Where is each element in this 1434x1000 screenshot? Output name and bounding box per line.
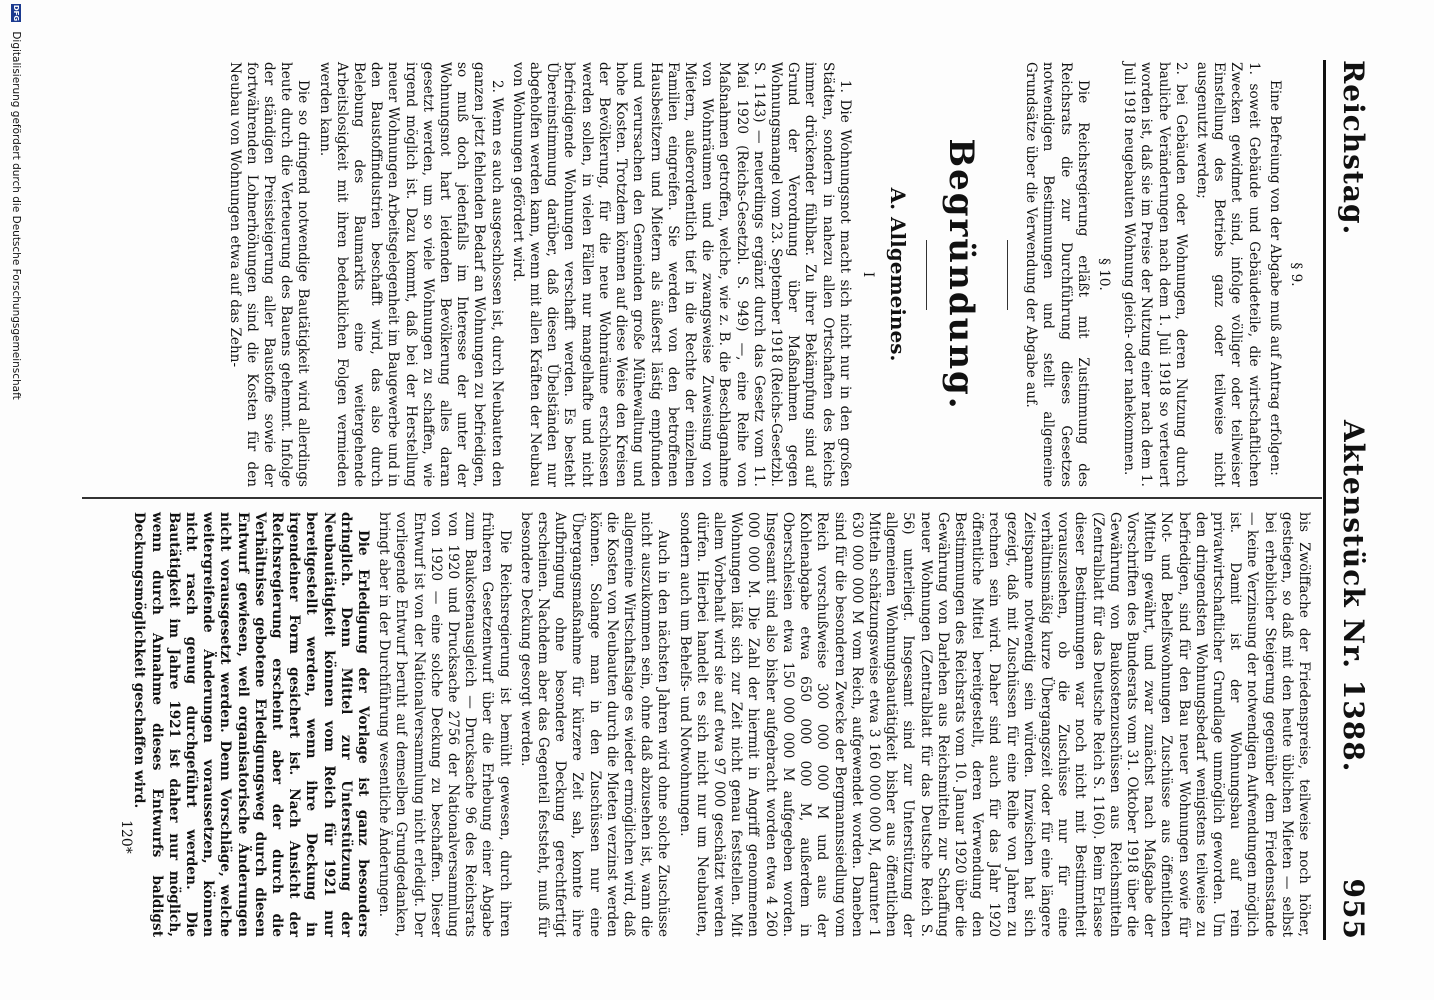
footer-text: Digitalisierung gefördert durch die Deutsche Forschungsgemeinschaft [10,31,22,400]
header-rule [1323,60,1326,940]
header-center: Aktenstück Nr. 1388. [1337,420,1370,773]
header-left: Reichstag. [1337,60,1370,236]
section-heading-par10: § 10. [1095,258,1112,291]
digitization-footer [6,0,26,1000]
par10-text: Die Reichsregierung erläßt mit Zustimmung des Reichsrats die zur Durchführung dieses Gesetzes notwendigen Bestimmungen und stellt allgemeine Grundsätze über die Verwendung der Abgabe auf. [1023,62,1091,487]
par9-item-2: 2. bei Gebäuden oder Wohnungen, deren Nutzung durch bauliche Veränderungen nach dem 1. Juli 1918 so verteuert worden ist, daß sie im Preise der Nutzung einer nach dem 1. Juli 1918 neugebauten Wohnung gleich- oder nahekommen. [1121,62,1189,487]
section-heading-par9: § 9. [1288,262,1304,287]
paragraph-dringlichkeit: Die Erledigung der Vorlage ist ganz besonders dringlich. Denn Mittel zur Unterstützung der Neubautätigkeit können vom Reich für 1921 nur bereitgestellt werden, wenn ihre Deckung in irgendeiner Form gesichert ist. Nach Ansicht der Reichsregierung erscheint aber der durch die Verhältnisse gebotene Erledigungsweg durch diesen Entwurf gewiesen, weil organisatorische Änderungen nicht vorausgesetzt werden. Denn Vorschläge, welche weitergreifende Änderungen voraussetzen, können nicht rasch genug durchgeführt werden. Die Bautätigkeit im Jahre 1921 ist daher nur möglich, wenn durch Annahme dieses Entwurfs baldigst Deckungsmöglichkeit geschaffen wird. [131,512,372,937]
paragraph-3: Die so dringend notwendige Bautätigkeit wird allerdings heute durch die Verteuerung des Bauens gehemmt. Infolge der ständigen Preissteigerung aller Baustoffe sowie der fortwährenden Lohnerhöhungen sind die Kosten für den Neubau von Wohnungen etwa auf das Zehn- [226,62,312,487]
section-a-title: A. Allgemeines. [885,187,910,362]
header-page-number: 955 [1337,878,1370,940]
paragraph-continued: bis Zwölffache der Friedenspreise, teilweise noch höher, gestiegen, so daß mit den heute üblichen Mieten — selbst bei erheblicher Steigerung gegenüber dem Friedensstande — keine Verzinsung der notwendigen Aufwendungen möglich ist. Damit ist der Wohnungsbau auf rein privatwirtschaftlicher Grundlage unmöglich geworden. Um den dringendsten Wohnungsbedarf wenigstens teilweise zu befriedigen, sind für den Bau neuer Wohnungen sowie für Not- und Behelfswohnungen Zuschüsse aus öffentlichen Mitteln gewährt, und zwar zunächst nach Maßgabe der Vorschriften des Bundesrats vom 31. Oktober 1918 über die Gewährung von Baukostenzuschüssen aus Reichsmitteln (Zentralblatt für das Deutsche Reich S. 1160). Beim Erlasse dieser Bestimmungen war noch nicht mit Bestimmtheit vorauszusehen, ob die Zuschüsse nur für eine verhältnismäßig kurze Übergangszeit oder für eine längere Zeitspanne notwendig sein würden. Inzwischen hat sich gezeigt, daß mit Zuschüssen für eine Reihe von Jahren zu rechnen sein wird. Daher sind auch für das Jahr 1920 öffentliche Mittel bereitgestellt, deren Verwendung den Bestimmungen des Reichsrats vom 10. Januar 1920 über die Gewährung von Darlehen aus Reichsmitteln zur Schaffung neuer Wohnungen (Zentralblatt für das Deutsche Reich S. 56) unterliegt. Insgesamt sind zur Unterstützung der allgemeinen Wohnungsbautätigkeit bisher aus öffentlichen Mitteln schätzungsweise etwa 3 160 000 000 M, darunter 1 630 000 000 M vom Reich, aufgewendet worden. Daneben sind für die besonderen Zwecke der Bergmannssiedlung vom Reich vorschußweise 300 000 000 M und aus der Kohlenabgabe etwa 650 000 000 M, außerdem in Oberschlesien etwa 150 000 000 M aufgegeben worden. Insgesamt sind also bisher aufgebracht worden etwa 4 260 000 000 M. Die Zahl der hiermit in Angriff genommenen Wohnungen läßt sich zur Zeit nicht genau feststellen. Mit allem Vorbehalt wird sie auf etwa 97 000 geschätzt werden dürfen. Hierbei handelt es sich nicht nur um Neubauten, sondern auch um Behelfs- und Notwohnungen. [676,512,1312,937]
separator-rule-2 [926,240,927,310]
right-column [126,512,1312,937]
paragraph-reichsregierung: Die Reichsregierung ist bemüht gewesen, durch ihren früheren Gesetzentwurf über die Erhebung einer Abgabe zum Baukostenausgleich — Drucksache 96 des Reichsrats von 1920 und Drucksache 2756 der Nationalversammlung von 1920 — eine solche Deckung zu beschaffen. Dieser Entwurf ist von der Nationalversammlung nicht erledigt. Der vorliegende Entwurf beruht auf demselben Grundgedanken, bringt aber in der Durchführung wesentliche Änderungen. [376,512,513,937]
left-column [221,62,1312,487]
roman-numeral-heading: I [859,271,876,278]
bottom-page-number: 120* [118,820,134,854]
dfg-logo-icon: DFG [12,4,20,22]
begruendung-title: Begründung. [940,138,981,411]
page-header [1330,60,1376,940]
paragraph-1: 1. Die Wohnungsnot macht sich nicht nur in den großen Städten, sondern in nahezu allen Ortschaften des Reichs immer drückender fühlbar. Zu ihrer Bekämpfung sind auf Grund der Verordnung über Maßnahmen gegen Wohnungsmangel vom 23. September 1918 (Reichs-Gesetzbl. S. 1143) — neuerdings ergänzt durch das Gesetz vom 11. Mai 1920 (Reichs-Gesetzbl. S. 949) —, eine Reihe von Maßnahmen getroffen, welche, wie z. B. die Beschlagnahme von Wohnräumen und die zwangsweise Zuweisung von Mietern, außerordentlich tief in die Rechte der einzelnen Familien eingreifen. Sie werden von den betroffenen Hausbesitzern und Mietern als äußerst lästig empfunden und verursachen den Gemeinden große Mühewaltung und hohe Kosten. Trotzdem können auf diese Weise den Kreisen der Bevölkerung, für die neue Wohnräume erschlossen werden sollen, in vielen Fällen nur mangelhafte und nicht befriedigende Wohnungen verschafft werden. Es besteht Übereinstimmung darüber, daß diesen Übelständen nur abgeholfen werden kann, wenn mit allen Kräften der Neubau von Wohnungen gefördert wird. [509,62,853,487]
paragraph-2: 2. Wenn es auch ausgeschlossen ist, durch Neubauten den ganzen jetzt fehlenden Bedarf an Wohnungen zu befriedigen, so muß doch jedenfalls im Interesse der unter der Wohnungsnot hart leidenden Bevölkerung alles daran gesetzt werden, um so viele Wohnungen zu schaffen, wie irgend möglich ist. Dazu kommt, daß bei der Herstellung neuer Wohnungen Arbeitsgelegenheit im Baugewerbe und in den Baustoffindustrien beschafft wird, das also durch Belebung des Baumarkts eine weitergehende Arbeitslosigkeit mit ihren bedenklichen Folgen vermieden werden kann. [316,62,505,487]
column-divider [82,497,1322,499]
separator-rule [1007,240,1008,310]
paragraph-zuschuesse: Auch in den nächsten Jahren wird ohne solche Zuschüsse nicht auszukommen sein, ohne daß abzusehen ist, wann die allgemeine Wirtschaftslage es wieder ermöglichen wird, daß die Kosten von Neubauten durch die Mieten verzinst werden können. Solange man in den Zuschüssen nur eine Übergangsmaßnahme für kürzere Zeit sah, konnte ihre Aufbringung ohne besondere Deckung gerechtfertigt erscheinen. Nachdem aber das Gegenteil feststeht, muß für besondere Deckung gesorgt werden. [517,512,672,937]
par9-item-1: 1. soweit Gebäude und Gebäudeteile, die wirtschaftlichen Zwecken gewidmet sind, infolge völliger oder teilweiser Einstellung des Betriebs ganz oder teilweise nicht ausgenutzt werden; [1193,62,1262,487]
par9-intro: Eine Befreiung von der Abgabe muß auf Antrag erfolgen: [1266,80,1283,476]
